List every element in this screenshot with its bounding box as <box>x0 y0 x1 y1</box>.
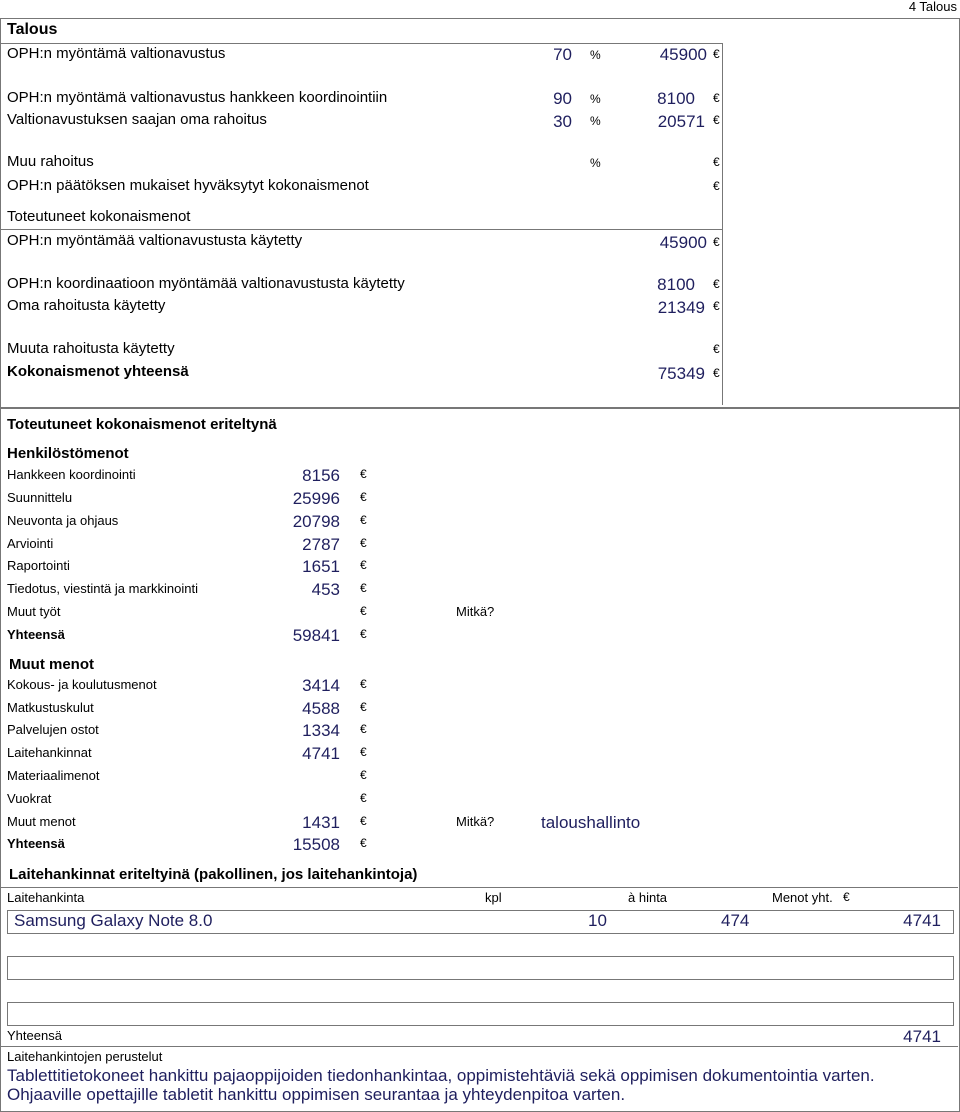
toteutuneet-amount-5[interactable]: 75349 <box>657 364 705 383</box>
muut-amount-4[interactable]: 4741 <box>302 744 340 763</box>
laite-row-3[interactable] <box>7 1002 954 1026</box>
euro-sign-3: € <box>713 113 720 127</box>
laite-name-1[interactable]: Samsung Galaxy Note 8.0 <box>14 911 213 930</box>
toteutuneet-label-5: Kokonaismenot yhteensä <box>7 363 189 380</box>
kpl-header: kpl <box>485 890 502 905</box>
laite-total-label: Yhteensä <box>7 1028 62 1043</box>
euro-sign-t1: € <box>713 235 720 249</box>
muut-total-label: Yhteensä <box>7 836 65 851</box>
euro-sign-h4: € <box>360 536 367 550</box>
henk-amount-1[interactable]: 8156 <box>302 466 340 485</box>
perustelut-line-1[interactable]: Tablettitietokoneet hankittu pajaoppijoiden tiedonhankintaa, oppimistehtäviä sekä oppimisen dokumentointia varten. <box>7 1066 875 1085</box>
percent-sign-3: % <box>590 114 601 128</box>
talous-title: Talous <box>7 21 58 38</box>
henk-amount-4[interactable]: 2787 <box>302 535 340 554</box>
talous-pct-2[interactable]: 90 <box>553 89 572 108</box>
euro-sign-h5: € <box>360 558 367 572</box>
hinta-header: à hinta <box>628 890 668 905</box>
talous-pct-3[interactable]: 30 <box>553 112 572 131</box>
euro-sign-t2: € <box>713 277 720 291</box>
muut-label-5: Materiaalimenot <box>7 768 100 783</box>
laite-hinta-1[interactable]: 474 <box>721 911 750 930</box>
muut-total-amount[interactable]: 15508 <box>292 835 340 854</box>
euro-sign-4: € <box>713 155 720 169</box>
laite-kpl-1[interactable]: 10 <box>588 911 607 930</box>
euro-sign-m8: € <box>360 836 367 850</box>
talous-label-4: Muu rahoitus <box>7 153 94 170</box>
toteutuneet-label-4: Muuta rahoitusta käytetty <box>7 340 175 357</box>
toteutuneet-label-2: OPH:n koordinaatioon myöntämää valtionavustusta käytetty <box>7 275 405 292</box>
euro-sign-m3: € <box>360 722 367 736</box>
muut-title: Muut menot <box>9 656 94 673</box>
euro-sign-h8: € <box>360 627 367 641</box>
talous-amount-2[interactable]: 8100 <box>657 89 695 108</box>
euro-sign-h2: € <box>360 490 367 504</box>
euro-sign-m2: € <box>360 700 367 714</box>
muut-label-6: Vuokrat <box>7 791 52 806</box>
henk-amount-3[interactable]: 20798 <box>292 512 340 531</box>
talous-pct-1[interactable]: 70 <box>553 45 572 64</box>
euro-sign-header: € <box>843 890 850 904</box>
toteutuneet-amount-2[interactable]: 8100 <box>657 275 695 294</box>
laite-menot-1[interactable]: 4741 <box>903 911 941 930</box>
perustelut-line-2[interactable]: Ohjaaville opettajille tabletit hankittu oppimisen seurantaa ja yhteydenpitoa varten. <box>7 1085 626 1104</box>
muut-label-1: Kokous- ja koulutusmenot <box>7 677 157 692</box>
laite-row-2[interactable] <box>7 956 954 980</box>
laitehankinnat-title: Laitehankinnat eriteltyinä (pakollinen, jos laitehankintoja) <box>9 866 418 883</box>
menot-header: Menot yht. <box>772 890 833 905</box>
laite-header: Laitehankinta <box>7 890 85 905</box>
eriteltyna-title: Toteutuneet kokonaismenot eriteltynä <box>7 416 277 433</box>
euro-sign-m7: € <box>360 814 367 828</box>
muut-label-3: Palvelujen ostot <box>7 722 99 737</box>
talous-label-3: Valtionavustuksen saajan oma rahoitus <box>7 111 267 128</box>
percent-sign-1: % <box>590 48 601 62</box>
henk-amount-6[interactable]: 453 <box>311 580 340 599</box>
henk-label-7: Muut työt <box>7 604 61 619</box>
muut-amount-2[interactable]: 4588 <box>302 699 340 718</box>
euro-sign-m4: € <box>360 745 367 759</box>
henk-mitka-label: Mitkä? <box>456 604 495 619</box>
muut-label-2: Matkustuskulut <box>7 700 94 715</box>
henk-label-5: Raportointi <box>7 558 70 573</box>
toteutuneet-amount-3[interactable]: 21349 <box>657 298 705 317</box>
euro-sign-t3: € <box>713 299 720 313</box>
talous-amount-1[interactable]: 45900 <box>659 45 707 64</box>
muut-label-4: Laitehankinnat <box>7 745 92 760</box>
talous-label-5: OPH:n päätöksen mukaiset hyväksytyt kokonaismenot <box>7 177 369 194</box>
henk-label-2: Suunnittelu <box>7 490 73 505</box>
laite-total-value[interactable]: 4741 <box>903 1027 941 1046</box>
euro-sign-h1: € <box>360 467 367 481</box>
euro-sign-t4: € <box>713 342 720 356</box>
euro-sign-t5: € <box>713 366 720 380</box>
percent-sign-2: % <box>590 92 601 106</box>
page-label: 4 Talous <box>908 0 957 14</box>
talous-label-1: OPH:n myöntämä valtionavustus <box>7 45 226 62</box>
henk-amount-5[interactable]: 1651 <box>302 557 340 576</box>
percent-sign-4: % <box>590 156 601 170</box>
perustelut-label: Laitehankintojen perustelut <box>7 1049 163 1064</box>
euro-sign-m1: € <box>360 677 367 691</box>
muut-amount-7[interactable]: 1431 <box>302 813 340 832</box>
euro-sign-m6: € <box>360 791 367 805</box>
euro-sign-5: € <box>713 179 720 193</box>
euro-sign-h3: € <box>360 513 367 527</box>
muut-label-7: Muut menot <box>7 814 76 829</box>
henkilosto-title: Henkilöstömenot <box>7 445 129 462</box>
toteutuneet-label-3: Oma rahoitusta käytetty <box>7 297 166 314</box>
euro-sign-m5: € <box>360 768 367 782</box>
talous-label-2: OPH:n myöntämä valtionavustus hankkeen koordinointiin <box>7 89 388 106</box>
muut-mitka-label: Mitkä? <box>456 814 495 829</box>
henk-label-1: Hankkeen koordinointi <box>7 467 136 482</box>
euro-sign-2: € <box>713 91 720 105</box>
toteutuneet-title: Toteutuneet kokonaismenot <box>7 208 191 225</box>
toteutuneet-amount-1[interactable]: 45900 <box>659 233 707 252</box>
henk-label-6: Tiedotus, viestintä ja markkinointi <box>7 581 198 596</box>
toteutuneet-label-1: OPH:n myöntämää valtionavustusta käytetty <box>7 232 303 249</box>
euro-sign-1: € <box>713 47 720 61</box>
muut-mitka-value[interactable]: taloushallinto <box>541 813 641 832</box>
henk-total-label: Yhteensä <box>7 627 65 642</box>
henk-label-3: Neuvonta ja ohjaus <box>7 513 119 528</box>
henk-amount-2[interactable]: 25996 <box>292 489 340 508</box>
talous-amount-3[interactable]: 20571 <box>657 112 705 131</box>
muut-amount-3[interactable]: 1334 <box>302 721 340 740</box>
henk-total-amount[interactable]: 59841 <box>292 626 340 645</box>
euro-sign-h6: € <box>360 581 367 595</box>
henk-label-4: Arviointi <box>7 536 54 551</box>
muut-amount-1[interactable]: 3414 <box>302 676 340 695</box>
euro-sign-h7: € <box>360 604 367 618</box>
